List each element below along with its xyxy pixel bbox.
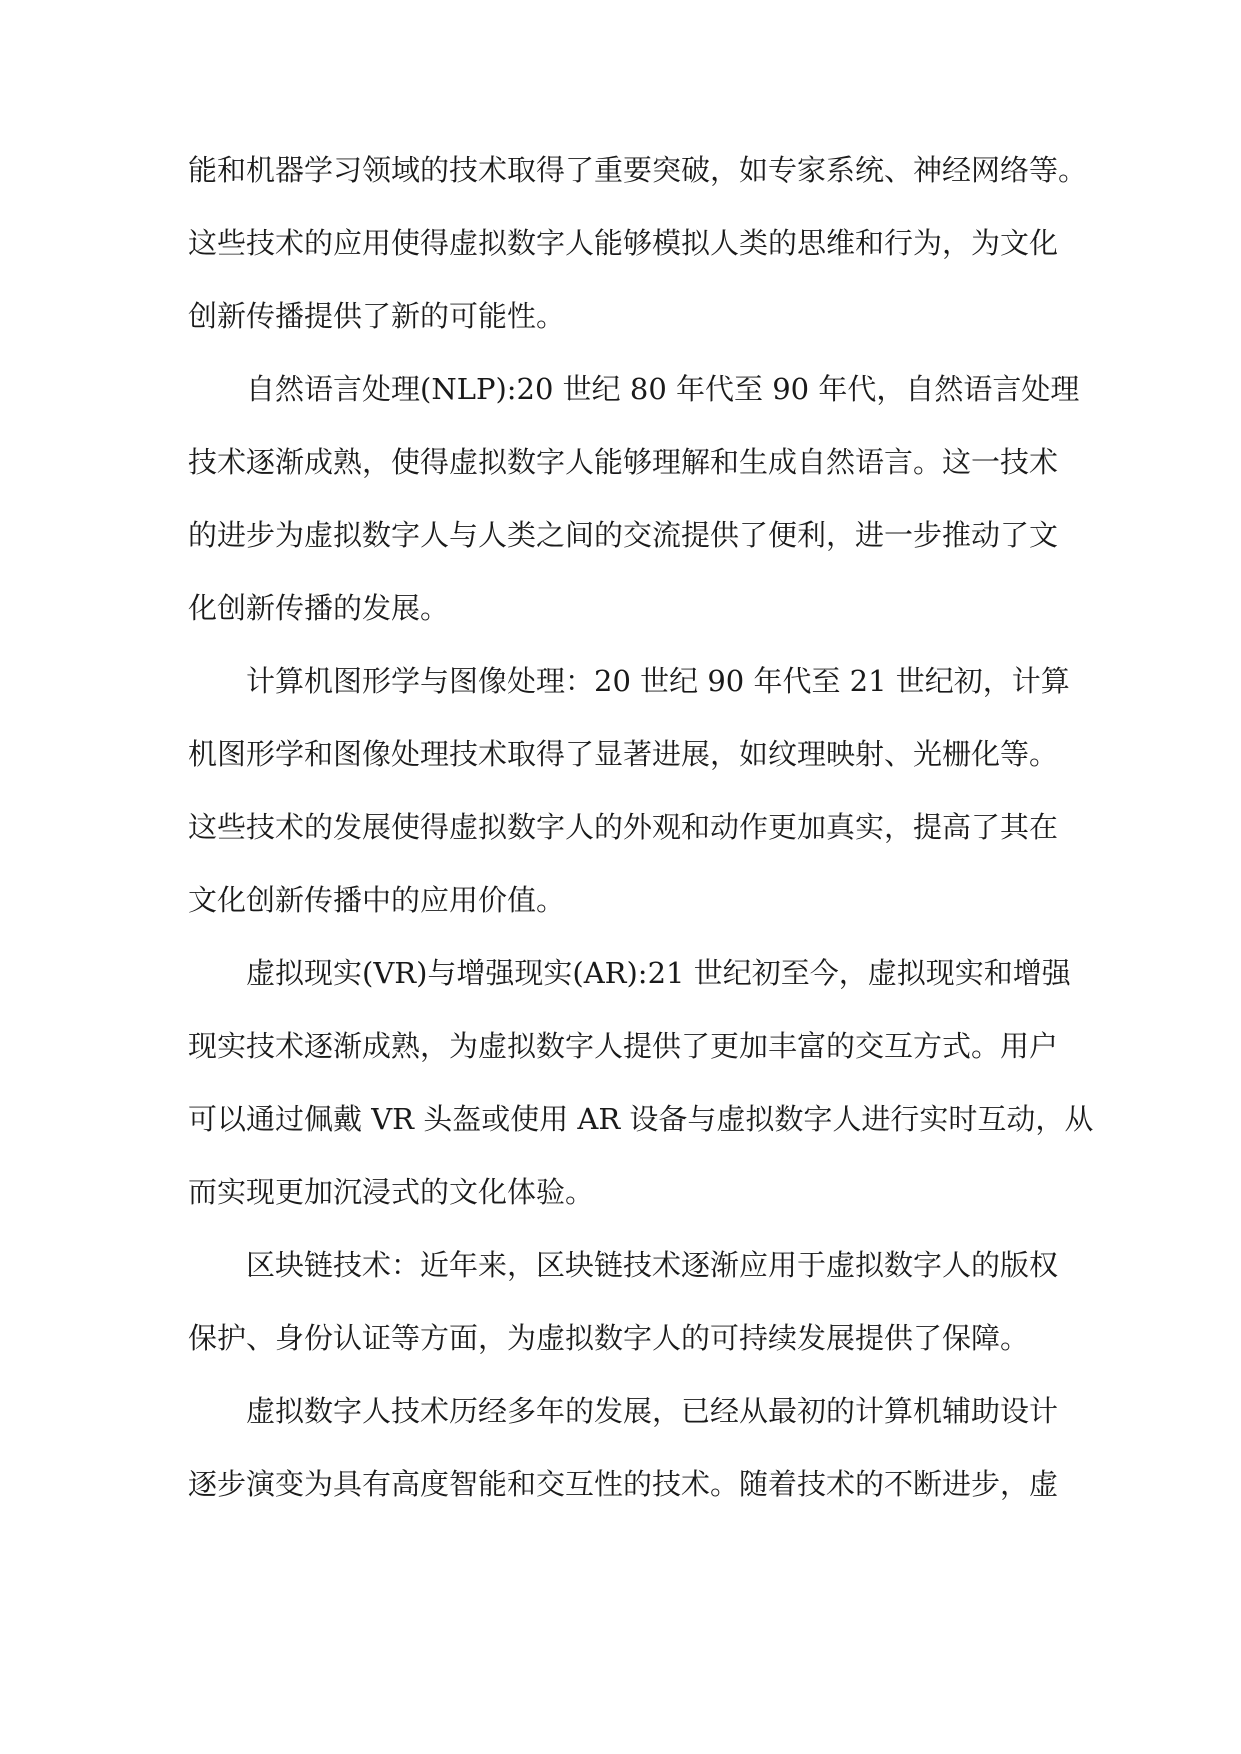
- text-line: 的进步为虚拟数字人与人类之间的交流提供了便利，进一步推动了文: [188, 518, 1059, 552]
- paragraph-start-line: 区块链技术：近年来，区块链技术逐渐应用于虚拟数字人的版权: [246, 1248, 1059, 1282]
- text-line: 文化创新传播中的应用价值。: [188, 883, 566, 917]
- text-line: 而实现更加沉浸式的文化体验。: [188, 1175, 595, 1209]
- paragraph-start-line: 自然语言处理(NLP):20 世纪 80 年代至 90 年代，自然语言处理: [246, 372, 1080, 406]
- body-text: [188, 134, 1094, 1521]
- text-line: 能和机器学习领域的技术取得了重要突破，如专家系统、神经网络等。: [188, 153, 1088, 187]
- text-line: 机图形学和图像处理技术取得了显著进展，如纹理映射、光栅化等。: [188, 737, 1059, 771]
- text-line: 化创新传播的发展。: [188, 591, 450, 625]
- paragraph-start-line: 虚拟数字人技术历经多年的发展，已经从最初的计算机辅助设计: [246, 1394, 1059, 1428]
- text-line: 这些技术的应用使得虚拟数字人能够模拟人类的思维和行为，为文化: [188, 226, 1059, 260]
- text-line: 逐步演变为具有高度智能和交互性的技术。随着技术的不断进步，虚: [188, 1467, 1059, 1501]
- text-line: 可以通过佩戴 VR 头盔或使用 AR 设备与虚拟数字人进行实时互动，从: [188, 1102, 1094, 1136]
- text-line: 技术逐渐成熟，使得虚拟数字人能够理解和生成自然语言。这一技术: [188, 445, 1059, 479]
- text-line: 创新传播提供了新的可能性。: [188, 299, 566, 333]
- paragraph-start-line: 计算机图形学与图像处理：20 世纪 90 年代至 21 世纪初，计算: [246, 664, 1070, 698]
- text-line: 现实技术逐渐成熟，为虚拟数字人提供了更加丰富的交互方式。用户: [188, 1029, 1059, 1063]
- paragraph-start-line: 虚拟现实(VR)与增强现实(AR):21 世纪初至今，虚拟现实和增强: [246, 956, 1071, 990]
- text-line: 这些技术的发展使得虚拟数字人的外观和动作更加真实，提高了其在: [188, 810, 1059, 844]
- text-line: 保护、身份认证等方面，为虚拟数字人的可持续发展提供了保障。: [188, 1321, 1030, 1355]
